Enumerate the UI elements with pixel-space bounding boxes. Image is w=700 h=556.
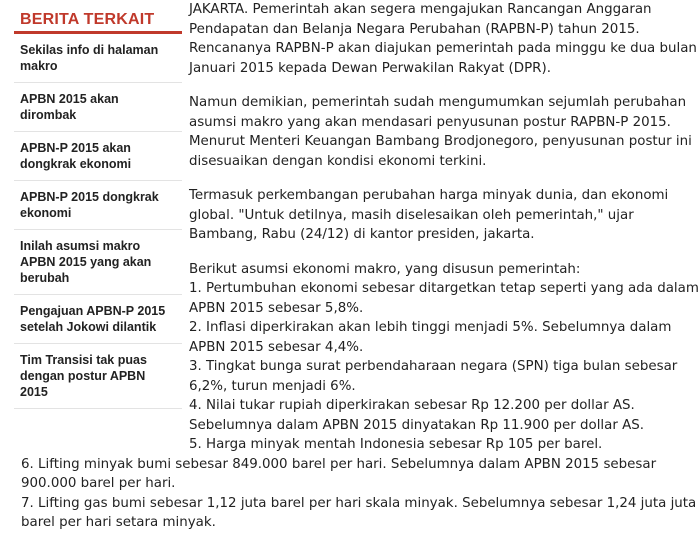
related-news-link[interactable]: Pengajuan APBN-P 2015 setelah Jokowi dilantik (20, 304, 166, 334)
list-item: 6. Lifting minyak bumi sebesar 849.000 barel per hari. Sebelumnya dalam APBN 2015 sebesar 900.000 barel per hari. (21, 456, 657, 491)
related-news-list (14, 34, 182, 409)
related-news-link[interactable]: APBN-P 2015 akan dongkrak ekonomi (20, 141, 132, 171)
related-news-sidebar (14, 0, 182, 409)
list-intro: Berikut asumsi ekonomi makro, yang disusun pemerintah: (189, 261, 581, 277)
related-news-link[interactable]: APBN 2015 akan dirombak (20, 92, 119, 122)
sidebar-header (14, 0, 182, 34)
related-news-item[interactable] (14, 83, 182, 132)
list-item: 7. Lifting gas bumi sebesar 1,12 juta barel per hari skala minyak. Sebelumnya sebesar 1,24 juta juta barel per hari setara minyak. (21, 495, 697, 530)
article-paragraph: Namun demikian, pemerintah sudah mengumumkan sejumlah perubahan asumsi makro yang akan mendasari penyusunan postur RAPBN-P 2015. Menurut Menteri Keuangan Bambang Brodjonegoro, penyusunan postur ini disesuaikan dengan kondisi ekonomi terkini. (189, 95, 692, 169)
related-news-item[interactable] (14, 230, 182, 295)
related-news-link[interactable]: Tim Transisi tak puas dengan postur APBN 2015 (20, 353, 147, 399)
list-item: 2. Inflasi diperkirakan akan lebih tinggi menjadi 5%. Sebelumnya dalam APBN 2015 sebesar 4,4%. (189, 320, 672, 355)
related-news-item[interactable] (14, 181, 182, 230)
related-news-link[interactable]: Sekilas info di halaman makro (20, 43, 159, 73)
list-item: 3. Tingkat bunga surat perbendaharaan negara (SPN) tiga bulan sebesar 6,2%, turun menjadi 6%. (189, 359, 678, 394)
list-item: 4. Nilai tukar rupiah diperkirakan sebesar Rp 12.200 per dollar AS. Sebelumnya dalam APBN 2015 dinyatakan Rp 11.900 per dollar AS. (189, 398, 645, 433)
sidebar-title: BERITA TERKAIT (20, 11, 155, 28)
related-news-item[interactable] (14, 295, 182, 344)
article-paragraph: JAKARTA. Pemerintah akan segera mengajukan Rancangan Anggaran Pendapatan dan Belanja Negara Perubahan (RAPBN-P) tahun 2015. Rencananya RAPBN-P akan diajukan pemerintah pada minggu ke dua bulan Januari 2015 kepada Dewan Perwakilan Rakyat (DPR). (189, 2, 697, 76)
article-paragraph: Termasuk perkembangan perubahan harga minyak dunia, dan ekonomi global. "Untuk detilnya, masih diselesaikan oleh pemerintah," ujar Bambang, Rabu (24/12) di kantor presiden, jakarta. (189, 188, 669, 242)
related-news-link[interactable]: APBN-P 2015 dongkrak ekonomi (20, 190, 159, 220)
related-news-item[interactable] (14, 34, 182, 83)
list-item: 1. Pertumbuhan ekonomi sebesar ditargetkan tetap seperti yang ada dalam APBN 2015 sebesar 5,8%. (189, 281, 699, 316)
related-news-item[interactable] (14, 344, 182, 409)
related-news-item[interactable] (14, 132, 182, 181)
related-news-link[interactable]: Inilah asumsi makro APBN 2015 yang akan berubah (20, 239, 152, 285)
list-item: 5. Harga minyak mentah Indonesia sebesar Rp 105 per barel. (189, 437, 603, 452)
